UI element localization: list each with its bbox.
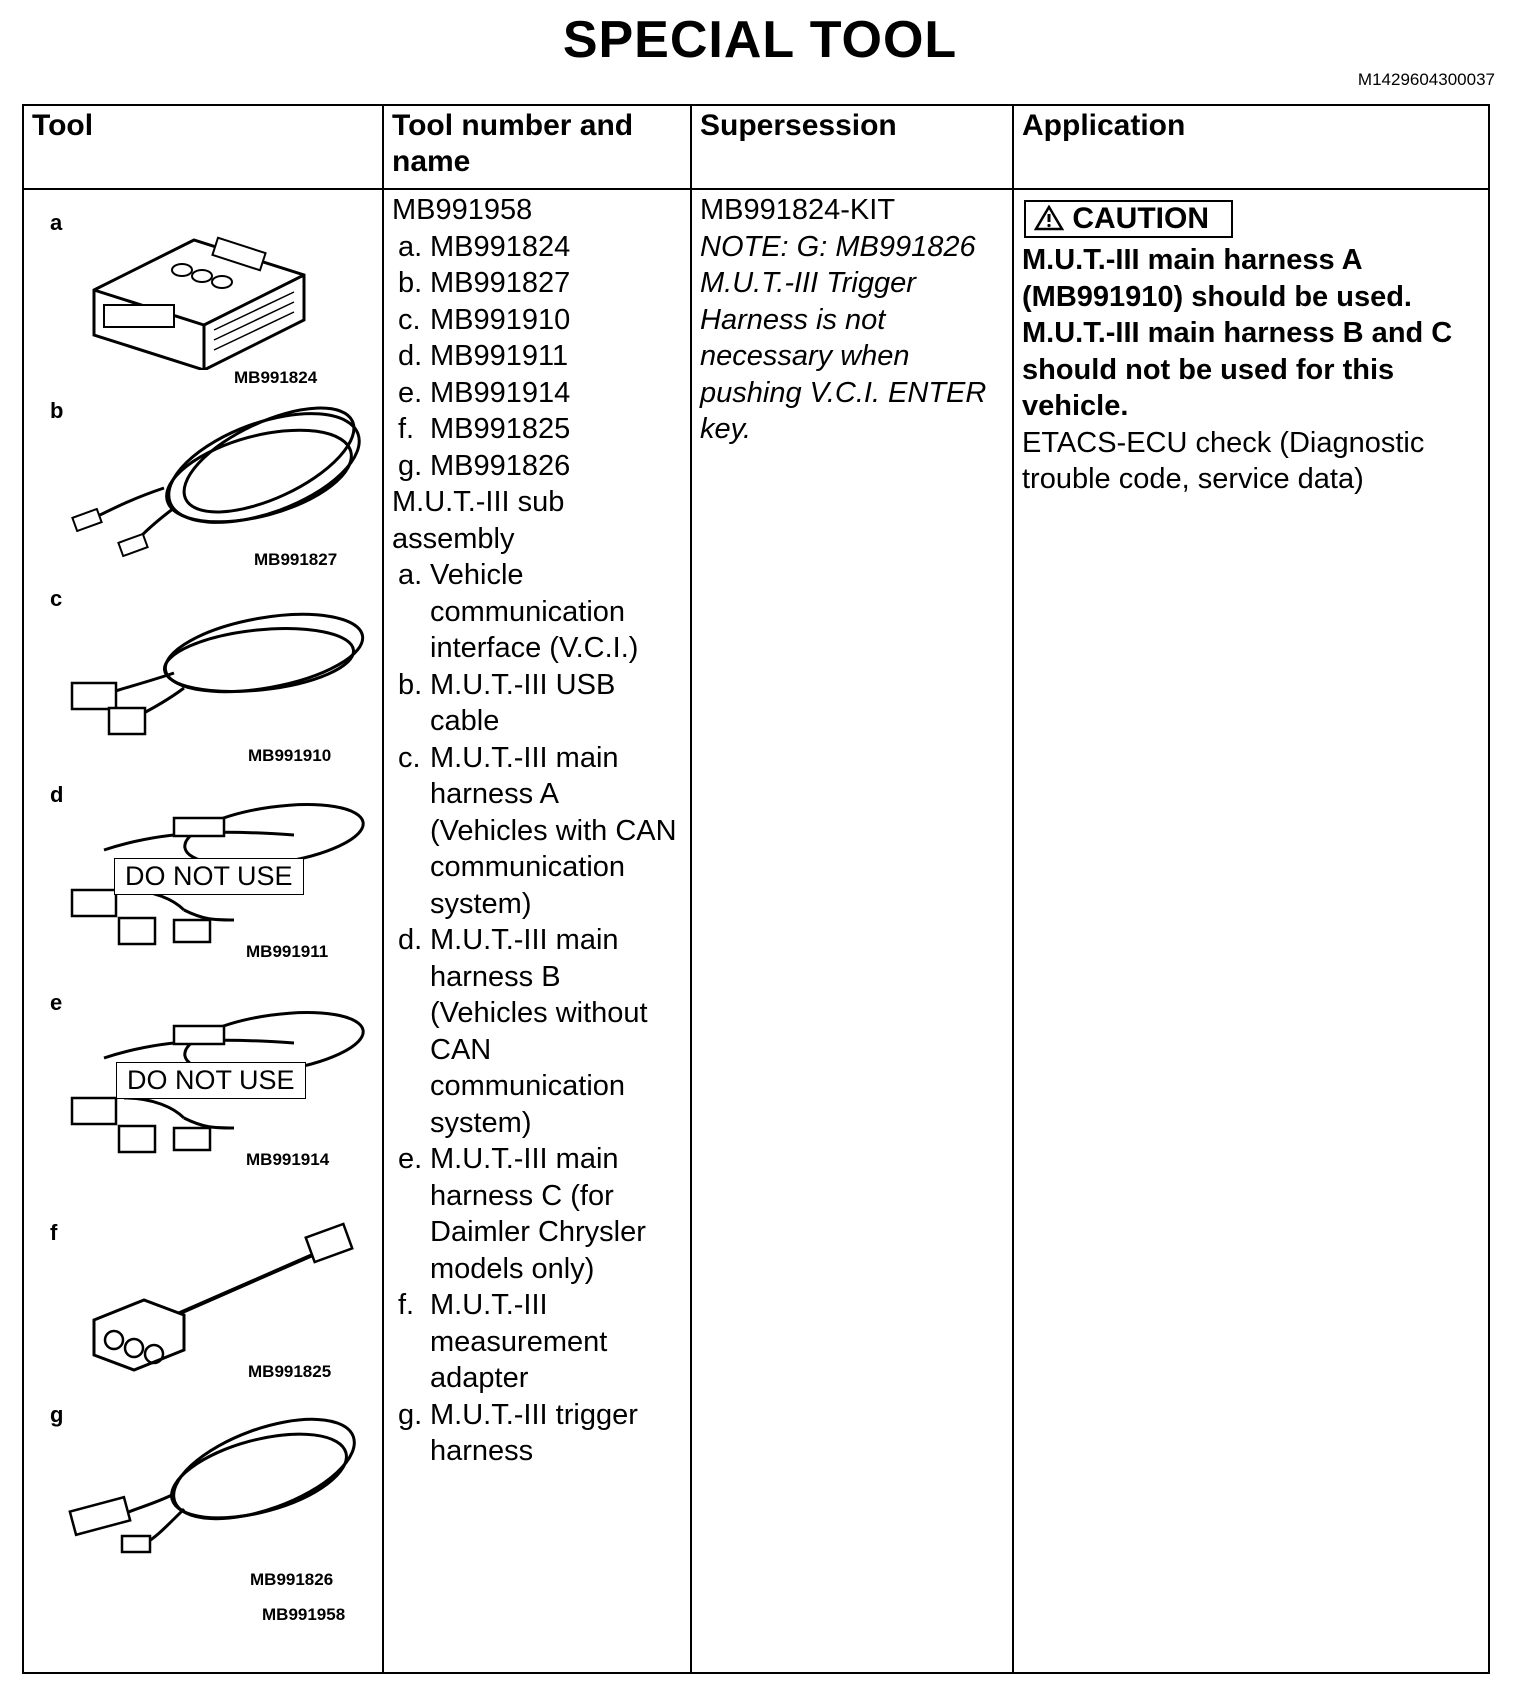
tool-entry-g bbox=[24, 1402, 382, 1602]
supersession-note: NOTE: G: MB991826 M.U.T.-III Trigger Harness is not necessary when pushing V.C.I. ENTER key. bbox=[700, 230, 987, 445]
item-text: M.U.T.-III main harness A (Vehicles with CAN communication system) bbox=[430, 741, 677, 920]
part-name-item bbox=[392, 1397, 682, 1470]
item-text: MB991826 bbox=[430, 449, 571, 482]
kit-code: MB991958 bbox=[262, 1605, 346, 1624]
vci-unit-icon bbox=[74, 220, 324, 370]
item-text: MB991910 bbox=[430, 303, 571, 336]
tool-code: MB991827 bbox=[254, 550, 338, 569]
item-letter: e. bbox=[398, 376, 423, 409]
header-application: Application bbox=[1022, 109, 1186, 142]
item-letter: d. bbox=[398, 924, 423, 956]
special-tool-table bbox=[22, 104, 1490, 1674]
item-letter: a. bbox=[398, 559, 423, 591]
tool-letter: d bbox=[50, 782, 64, 807]
part-number-item bbox=[392, 265, 682, 302]
caution-text: M.U.T.-III main harness A (MB991910) should be used. M.U.T.-III main harness B and C should not be used for this vehicle. bbox=[1022, 244, 1453, 422]
kit-number: MB991958 bbox=[392, 194, 533, 226]
item-text: MB991911 bbox=[430, 340, 569, 372]
tool-code: MB991825 bbox=[248, 1362, 332, 1381]
tool-code: MB991826 bbox=[250, 1570, 334, 1589]
part-number-item bbox=[392, 375, 682, 412]
tool-column bbox=[24, 190, 382, 1670]
item-letter: g. bbox=[398, 449, 423, 482]
document-id: M1429604300037 bbox=[1357, 70, 1495, 89]
sub-assembly-title: M.U.T.-III sub assembly bbox=[392, 486, 565, 555]
item-letter: e. bbox=[398, 1143, 423, 1175]
item-letter: f. bbox=[398, 413, 415, 445]
part-name-item bbox=[392, 667, 682, 740]
item-letter: d. bbox=[398, 340, 423, 372]
tool-code: MB991910 bbox=[248, 746, 332, 765]
tool-letter: a bbox=[50, 210, 63, 235]
item-text: M.U.T.-III main harness B (Vehicles without CAN communication system) bbox=[430, 924, 648, 1139]
main-harness-a-icon bbox=[64, 598, 374, 748]
tool-entry-a bbox=[24, 190, 382, 390]
item-letter: c. bbox=[398, 303, 421, 336]
tool-entry-d bbox=[24, 782, 382, 982]
header-tool-number-name: Tool number and name bbox=[392, 109, 634, 178]
item-letter: g. bbox=[398, 1398, 423, 1431]
part-name-item bbox=[392, 740, 682, 923]
part-name-item bbox=[392, 1141, 682, 1287]
item-text: MB991825 bbox=[430, 413, 571, 445]
usb-cable-icon bbox=[64, 398, 374, 558]
trigger-harness-icon bbox=[64, 1414, 374, 1564]
tool-letter: b bbox=[50, 398, 64, 423]
part-number-item bbox=[392, 448, 682, 485]
item-text: M.U.T.-III trigger harness bbox=[430, 1398, 638, 1467]
header-supersession: Supersession bbox=[700, 109, 897, 142]
item-text: Vehicle communication interface (V.C.I.) bbox=[430, 559, 639, 664]
item-letter: b. bbox=[398, 267, 423, 299]
item-text: M.U.T.-III USB cable bbox=[430, 668, 616, 737]
part-name-item bbox=[392, 557, 682, 667]
header-tool: Tool bbox=[32, 109, 94, 142]
application-column bbox=[1014, 190, 1490, 500]
item-text: M.U.T.-III main harness C (for Daimler Chrysler models only) bbox=[430, 1143, 646, 1285]
item-text: MB991824 bbox=[430, 230, 571, 263]
item-letter: c. bbox=[398, 741, 421, 774]
item-letter: f. bbox=[398, 1289, 415, 1321]
part-name-item bbox=[392, 922, 682, 1141]
tool-code: MB991824 bbox=[234, 368, 318, 387]
part-number-item bbox=[392, 302, 682, 339]
application-text: ETACS-ECU check (Diagnostic trouble code, service data) bbox=[1022, 426, 1425, 495]
part-name-item bbox=[392, 1287, 682, 1397]
item-letter: b. bbox=[398, 668, 423, 701]
item-text: MB991827 bbox=[430, 267, 571, 299]
caution-label: CAUTION bbox=[1072, 202, 1209, 235]
warning-triangle-icon bbox=[1034, 205, 1064, 231]
tool-letter: c bbox=[50, 586, 63, 611]
item-text: M.U.T.-III measurement adapter bbox=[430, 1289, 608, 1394]
supersession-kit: MB991824-KIT bbox=[700, 194, 896, 226]
tool-entry-b bbox=[24, 390, 382, 586]
tool-letter: e bbox=[50, 990, 63, 1015]
tool-code: MB991911 bbox=[246, 942, 329, 961]
item-letter: a. bbox=[398, 230, 423, 263]
part-number-item bbox=[392, 229, 682, 266]
do-not-use-label: DO NOT USE bbox=[116, 1062, 306, 1099]
tool-code: MB991914 bbox=[246, 1150, 330, 1169]
tool-number-name-column bbox=[384, 190, 690, 1472]
do-not-use-label: DO NOT USE bbox=[114, 858, 304, 895]
part-number-item bbox=[392, 411, 682, 448]
supersession-column bbox=[692, 190, 1012, 450]
tool-letter: g bbox=[50, 1402, 64, 1427]
part-number-item bbox=[392, 338, 682, 375]
tool-entry-f bbox=[24, 1220, 382, 1400]
measurement-adapter-icon bbox=[84, 1220, 374, 1380]
tool-entry-c bbox=[24, 586, 382, 782]
item-text: MB991914 bbox=[430, 376, 571, 409]
tool-letter: f bbox=[50, 1220, 58, 1245]
tool-entry-e bbox=[24, 990, 382, 1190]
caution-box bbox=[1024, 200, 1233, 238]
page-title: SPECIAL TOOL bbox=[562, 11, 958, 69]
